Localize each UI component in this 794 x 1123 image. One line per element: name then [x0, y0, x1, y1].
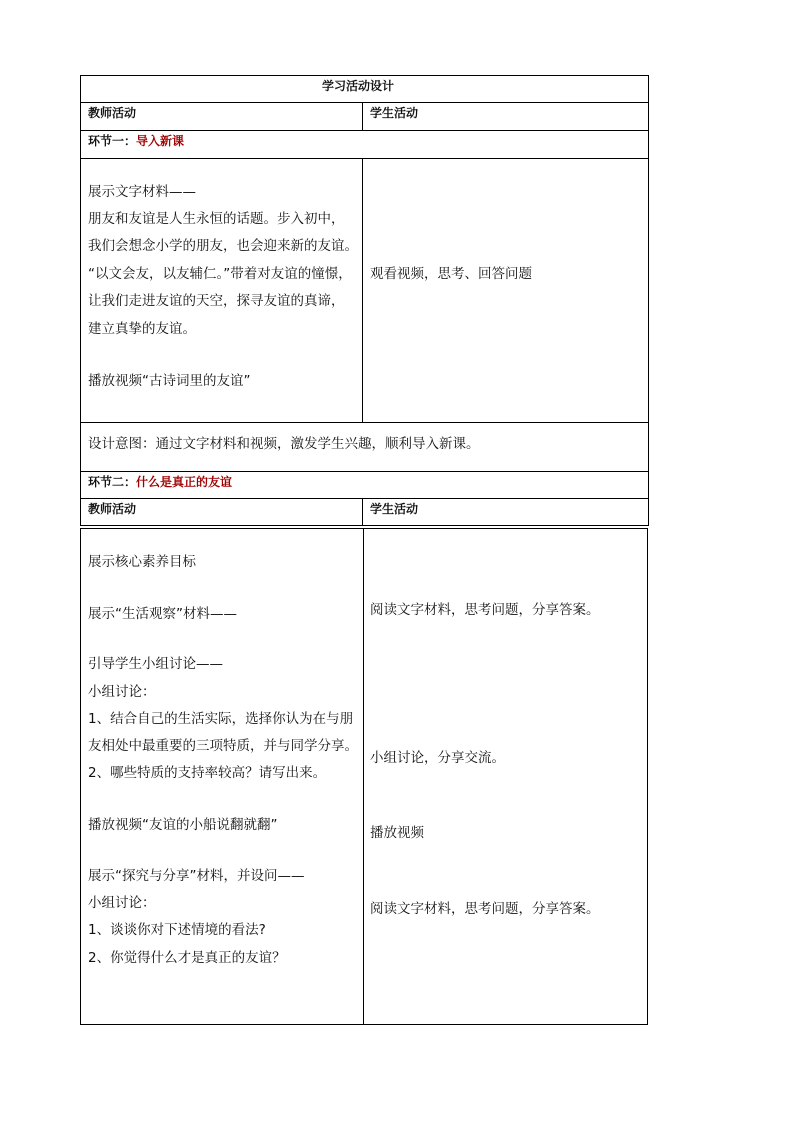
student-header-2: 学生活动 [370, 502, 419, 516]
student-header: 学生活动 [370, 106, 419, 120]
teacher-text-line: 展示文字材料—— [88, 184, 196, 200]
teacher-text-line: 展示“探究与分享”材料，并设问—— [88, 868, 305, 884]
teacher-text-line: 2、哪些特质的支持率较高？请写出来。 [88, 765, 327, 781]
student-text-line: 阅读文字材料，思考问题，分享答案。 [370, 602, 600, 618]
section1-student-cell [362, 158, 649, 423]
section1-name: 导入新课 [136, 134, 185, 148]
teacher-text-line: 1、结合自己的生活实际，选择你认为在与朋 [88, 711, 354, 727]
section1-heading [88, 133, 184, 149]
teacher-text-line: 播放视频“古诗词里的友谊” [88, 373, 251, 389]
teacher-text-line: 1、谈谈你对下述情境的看法? [88, 922, 266, 938]
teacher-text-line: 友相处中最重要的三项特质，并与同学分享。 [88, 738, 358, 754]
table-title: 学习活动设计 [322, 79, 395, 93]
teacher-text-line: 我们会想念小学的朋友，也会迎来新的友谊。 [88, 238, 358, 254]
teacher-text-line: “以文会友，以友辅仁。”带着对友谊的憧憬， [88, 266, 352, 282]
teacher-text-line: 朋友和友谊是人生永恒的话题。步入初中， [88, 211, 345, 227]
teacher-header: 教师活动 [88, 106, 137, 120]
teacher-text-line: 引导学生小组讨论—— [88, 656, 223, 672]
student-text-line: 播放视频 [370, 825, 424, 841]
teacher-text-line: 小组讨论： [88, 684, 156, 700]
teacher-text-line: 让我们走进友谊的天空，探寻友谊的真谛， [88, 293, 345, 309]
teacher-text-line: 展示核心素养目标 [88, 554, 196, 570]
section2-heading [88, 474, 232, 490]
student-text: 观看视频，思考、回答问题 [370, 266, 532, 282]
teacher-text-line: 建立真挚的友谊。 [88, 321, 196, 337]
teacher-text-line: 播放视频“友谊的小船说翻就翻” [88, 817, 278, 833]
teacher-text-line: 展示“生活观察”材料—— [88, 606, 237, 622]
teacher-text-line: 2、你觉得什么才是真正的友谊？ [88, 950, 286, 966]
section2-prefix: 环节二： [88, 475, 137, 489]
teacher-text-line: 小组讨论： [88, 895, 156, 911]
section1-prefix: 环节一： [88, 134, 137, 148]
design-intent: 设计意图：通过文字材料和视频，激发学生兴趣，顺利导入新课。 [88, 436, 480, 452]
student-text-line: 小组讨论，分享交流。 [370, 750, 505, 766]
student-text-line: 阅读文字材料，思考问题，分享答案。 [370, 901, 600, 917]
teacher-header-2: 教师活动 [88, 502, 137, 516]
section2-name: 什么是真正的友谊 [136, 475, 233, 489]
